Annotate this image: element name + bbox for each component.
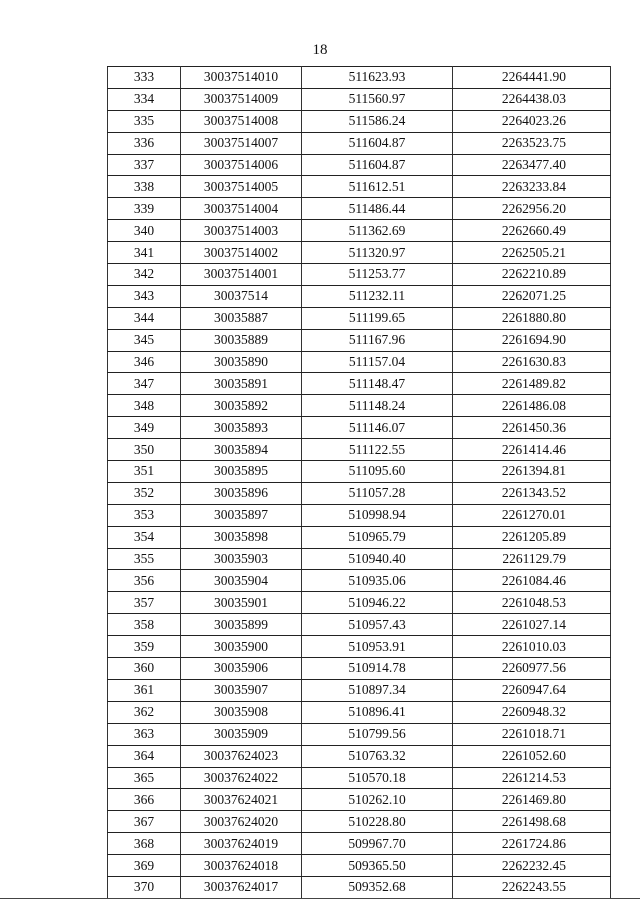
point-id-cell: 30035896 bbox=[181, 482, 302, 504]
point-id-cell: 30037514002 bbox=[181, 242, 302, 264]
y-coordinate-cell: 2261414.46 bbox=[453, 439, 611, 461]
x-coordinate-cell: 509365.50 bbox=[302, 855, 453, 877]
y-coordinate-cell: 2261394.81 bbox=[453, 461, 611, 483]
point-id-cell: 30037514010 bbox=[181, 67, 302, 89]
x-coordinate-cell: 511586.24 bbox=[302, 110, 453, 132]
table-row bbox=[108, 504, 611, 526]
point-id-cell: 30037624017 bbox=[181, 876, 302, 898]
table-row bbox=[108, 636, 611, 658]
point-id-cell: 30037624019 bbox=[181, 833, 302, 855]
point-id-cell: 30037624020 bbox=[181, 811, 302, 833]
table-row bbox=[108, 679, 611, 701]
row-number-cell: 343 bbox=[108, 285, 181, 307]
x-coordinate-cell: 511253.77 bbox=[302, 264, 453, 286]
y-coordinate-cell: 2261270.01 bbox=[453, 504, 611, 526]
point-id-cell: 30037514005 bbox=[181, 176, 302, 198]
x-coordinate-cell: 511320.97 bbox=[302, 242, 453, 264]
point-id-cell: 30035899 bbox=[181, 614, 302, 636]
row-number-cell: 348 bbox=[108, 395, 181, 417]
x-coordinate-cell: 510946.22 bbox=[302, 592, 453, 614]
point-id-cell: 30037514006 bbox=[181, 154, 302, 176]
table-row bbox=[108, 526, 611, 548]
point-id-cell: 30035907 bbox=[181, 679, 302, 701]
table-row bbox=[108, 482, 611, 504]
table-row bbox=[108, 242, 611, 264]
point-id-cell: 30037514009 bbox=[181, 88, 302, 110]
x-coordinate-cell: 510940.40 bbox=[302, 548, 453, 570]
coordinate-table bbox=[107, 66, 611, 899]
y-coordinate-cell: 2261048.53 bbox=[453, 592, 611, 614]
y-coordinate-cell: 2261129.79 bbox=[453, 548, 611, 570]
table-row bbox=[108, 395, 611, 417]
x-coordinate-cell: 509967.70 bbox=[302, 833, 453, 855]
point-id-cell: 30035909 bbox=[181, 723, 302, 745]
x-coordinate-cell: 511157.04 bbox=[302, 351, 453, 373]
point-id-cell: 30037624018 bbox=[181, 855, 302, 877]
x-coordinate-cell: 510897.34 bbox=[302, 679, 453, 701]
x-coordinate-cell: 511057.28 bbox=[302, 482, 453, 504]
x-coordinate-cell: 511604.87 bbox=[302, 132, 453, 154]
y-coordinate-cell: 2263477.40 bbox=[453, 154, 611, 176]
y-coordinate-cell: 2262232.45 bbox=[453, 855, 611, 877]
point-id-cell: 30035895 bbox=[181, 461, 302, 483]
table-row bbox=[108, 592, 611, 614]
point-id-cell: 30037514007 bbox=[181, 132, 302, 154]
y-coordinate-cell: 2261205.89 bbox=[453, 526, 611, 548]
point-id-cell: 30037514004 bbox=[181, 198, 302, 220]
x-coordinate-cell: 510228.80 bbox=[302, 811, 453, 833]
table-row bbox=[108, 876, 611, 898]
x-coordinate-cell: 510763.32 bbox=[302, 745, 453, 767]
x-coordinate-cell: 510998.94 bbox=[302, 504, 453, 526]
row-number-cell: 362 bbox=[108, 701, 181, 723]
table-row bbox=[108, 570, 611, 592]
row-number-cell: 353 bbox=[108, 504, 181, 526]
y-coordinate-cell: 2262071.25 bbox=[453, 285, 611, 307]
y-coordinate-cell: 2261724.86 bbox=[453, 833, 611, 855]
table-row bbox=[108, 614, 611, 636]
row-number-cell: 344 bbox=[108, 307, 181, 329]
row-number-cell: 357 bbox=[108, 592, 181, 614]
x-coordinate-cell: 510799.56 bbox=[302, 723, 453, 745]
point-id-cell: 30035894 bbox=[181, 439, 302, 461]
table-row bbox=[108, 658, 611, 680]
table-row bbox=[108, 88, 611, 110]
table-row bbox=[108, 307, 611, 329]
table-row bbox=[108, 176, 611, 198]
point-id-cell: 30035903 bbox=[181, 548, 302, 570]
point-id-cell: 30035891 bbox=[181, 373, 302, 395]
point-id-cell: 30037514003 bbox=[181, 220, 302, 242]
row-number-cell: 333 bbox=[108, 67, 181, 89]
row-number-cell: 363 bbox=[108, 723, 181, 745]
row-number-cell: 358 bbox=[108, 614, 181, 636]
row-number-cell: 345 bbox=[108, 329, 181, 351]
point-id-cell: 30035898 bbox=[181, 526, 302, 548]
table-row bbox=[108, 417, 611, 439]
row-number-cell: 355 bbox=[108, 548, 181, 570]
x-coordinate-cell: 510570.18 bbox=[302, 767, 453, 789]
y-coordinate-cell: 2261694.90 bbox=[453, 329, 611, 351]
table-row bbox=[108, 701, 611, 723]
row-number-cell: 338 bbox=[108, 176, 181, 198]
x-coordinate-cell: 511148.24 bbox=[302, 395, 453, 417]
y-coordinate-cell: 2261450.36 bbox=[453, 417, 611, 439]
y-coordinate-cell: 2262660.49 bbox=[453, 220, 611, 242]
y-coordinate-cell: 2261052.60 bbox=[453, 745, 611, 767]
row-number-cell: 352 bbox=[108, 482, 181, 504]
table-row bbox=[108, 110, 611, 132]
point-id-cell: 30035897 bbox=[181, 504, 302, 526]
y-coordinate-cell: 2261214.53 bbox=[453, 767, 611, 789]
table-row bbox=[108, 351, 611, 373]
x-coordinate-cell: 511612.51 bbox=[302, 176, 453, 198]
y-coordinate-cell: 2261010.03 bbox=[453, 636, 611, 658]
y-coordinate-cell: 2264023.26 bbox=[453, 110, 611, 132]
x-coordinate-cell: 511095.60 bbox=[302, 461, 453, 483]
table-row bbox=[108, 264, 611, 286]
point-id-cell: 30037514 bbox=[181, 285, 302, 307]
x-coordinate-cell: 511122.55 bbox=[302, 439, 453, 461]
row-number-cell: 336 bbox=[108, 132, 181, 154]
table-row bbox=[108, 833, 611, 855]
table-row bbox=[108, 461, 611, 483]
row-number-cell: 342 bbox=[108, 264, 181, 286]
row-number-cell: 370 bbox=[108, 876, 181, 898]
point-id-cell: 30037624021 bbox=[181, 789, 302, 811]
x-coordinate-cell: 510957.43 bbox=[302, 614, 453, 636]
row-number-cell: 369 bbox=[108, 855, 181, 877]
point-id-cell: 30035892 bbox=[181, 395, 302, 417]
point-id-cell: 30037624022 bbox=[181, 767, 302, 789]
row-number-cell: 354 bbox=[108, 526, 181, 548]
x-coordinate-cell: 509352.68 bbox=[302, 876, 453, 898]
x-coordinate-cell: 511604.87 bbox=[302, 154, 453, 176]
x-coordinate-cell: 510965.79 bbox=[302, 526, 453, 548]
row-number-cell: 367 bbox=[108, 811, 181, 833]
x-coordinate-cell: 511146.07 bbox=[302, 417, 453, 439]
row-number-cell: 340 bbox=[108, 220, 181, 242]
row-number-cell: 368 bbox=[108, 833, 181, 855]
row-number-cell: 364 bbox=[108, 745, 181, 767]
y-coordinate-cell: 2261027.14 bbox=[453, 614, 611, 636]
table-row bbox=[108, 789, 611, 811]
table-row bbox=[108, 439, 611, 461]
row-number-cell: 341 bbox=[108, 242, 181, 264]
table-row bbox=[108, 548, 611, 570]
x-coordinate-cell: 510262.10 bbox=[302, 789, 453, 811]
y-coordinate-cell: 2261343.52 bbox=[453, 482, 611, 504]
table-row bbox=[108, 767, 611, 789]
y-coordinate-cell: 2260977.56 bbox=[453, 658, 611, 680]
x-coordinate-cell: 510953.91 bbox=[302, 636, 453, 658]
x-coordinate-cell: 511167.96 bbox=[302, 329, 453, 351]
y-coordinate-cell: 2261018.71 bbox=[453, 723, 611, 745]
point-id-cell: 30035906 bbox=[181, 658, 302, 680]
y-coordinate-cell: 2262505.21 bbox=[453, 242, 611, 264]
table-row bbox=[108, 373, 611, 395]
y-coordinate-cell: 2261498.68 bbox=[453, 811, 611, 833]
row-number-cell: 365 bbox=[108, 767, 181, 789]
y-coordinate-cell: 2260947.64 bbox=[453, 679, 611, 701]
y-coordinate-cell: 2262956.20 bbox=[453, 198, 611, 220]
table-row bbox=[108, 198, 611, 220]
table-row bbox=[108, 67, 611, 89]
point-id-cell: 30035901 bbox=[181, 592, 302, 614]
row-number-cell: 361 bbox=[108, 679, 181, 701]
x-coordinate-cell: 510914.78 bbox=[302, 658, 453, 680]
y-coordinate-cell: 2261469.80 bbox=[453, 789, 611, 811]
x-coordinate-cell: 510896.41 bbox=[302, 701, 453, 723]
y-coordinate-cell: 2261489.82 bbox=[453, 373, 611, 395]
coordinate-table-body bbox=[108, 67, 611, 899]
table-row bbox=[108, 220, 611, 242]
row-number-cell: 359 bbox=[108, 636, 181, 658]
footer-divider bbox=[0, 898, 640, 899]
x-coordinate-cell: 511486.44 bbox=[302, 198, 453, 220]
row-number-cell: 335 bbox=[108, 110, 181, 132]
y-coordinate-cell: 2261630.83 bbox=[453, 351, 611, 373]
x-coordinate-cell: 511199.65 bbox=[302, 307, 453, 329]
y-coordinate-cell: 2264441.90 bbox=[453, 67, 611, 89]
y-coordinate-cell: 2263233.84 bbox=[453, 176, 611, 198]
y-coordinate-cell: 2261880.80 bbox=[453, 307, 611, 329]
point-id-cell: 30035887 bbox=[181, 307, 302, 329]
row-number-cell: 349 bbox=[108, 417, 181, 439]
row-number-cell: 347 bbox=[108, 373, 181, 395]
y-coordinate-cell: 2261486.08 bbox=[453, 395, 611, 417]
table-row bbox=[108, 855, 611, 877]
row-number-cell: 346 bbox=[108, 351, 181, 373]
point-id-cell: 30035889 bbox=[181, 329, 302, 351]
point-id-cell: 30035900 bbox=[181, 636, 302, 658]
point-id-cell: 30037514008 bbox=[181, 110, 302, 132]
point-id-cell: 30037514001 bbox=[181, 264, 302, 286]
row-number-cell: 356 bbox=[108, 570, 181, 592]
y-coordinate-cell: 2262210.89 bbox=[453, 264, 611, 286]
table-row bbox=[108, 285, 611, 307]
table-row bbox=[108, 811, 611, 833]
y-coordinate-cell: 2262243.55 bbox=[453, 876, 611, 898]
x-coordinate-cell: 511232.11 bbox=[302, 285, 453, 307]
point-id-cell: 30035908 bbox=[181, 701, 302, 723]
y-coordinate-cell: 2264438.03 bbox=[453, 88, 611, 110]
table-row bbox=[108, 154, 611, 176]
y-coordinate-cell: 2261084.46 bbox=[453, 570, 611, 592]
point-id-cell: 30035904 bbox=[181, 570, 302, 592]
row-number-cell: 337 bbox=[108, 154, 181, 176]
row-number-cell: 366 bbox=[108, 789, 181, 811]
x-coordinate-cell: 511560.97 bbox=[302, 88, 453, 110]
y-coordinate-cell: 2260948.32 bbox=[453, 701, 611, 723]
table-row bbox=[108, 745, 611, 767]
page-number: 18 bbox=[312, 42, 328, 58]
point-id-cell: 30037624023 bbox=[181, 745, 302, 767]
x-coordinate-cell: 511362.69 bbox=[302, 220, 453, 242]
point-id-cell: 30035890 bbox=[181, 351, 302, 373]
y-coordinate-cell: 2263523.75 bbox=[453, 132, 611, 154]
row-number-cell: 339 bbox=[108, 198, 181, 220]
table-row bbox=[108, 723, 611, 745]
row-number-cell: 334 bbox=[108, 88, 181, 110]
x-coordinate-cell: 511148.47 bbox=[302, 373, 453, 395]
table-row bbox=[108, 132, 611, 154]
row-number-cell: 350 bbox=[108, 439, 181, 461]
row-number-cell: 360 bbox=[108, 658, 181, 680]
row-number-cell: 351 bbox=[108, 461, 181, 483]
x-coordinate-cell: 511623.93 bbox=[302, 67, 453, 89]
x-coordinate-cell: 510935.06 bbox=[302, 570, 453, 592]
point-id-cell: 30035893 bbox=[181, 417, 302, 439]
table-row bbox=[108, 329, 611, 351]
